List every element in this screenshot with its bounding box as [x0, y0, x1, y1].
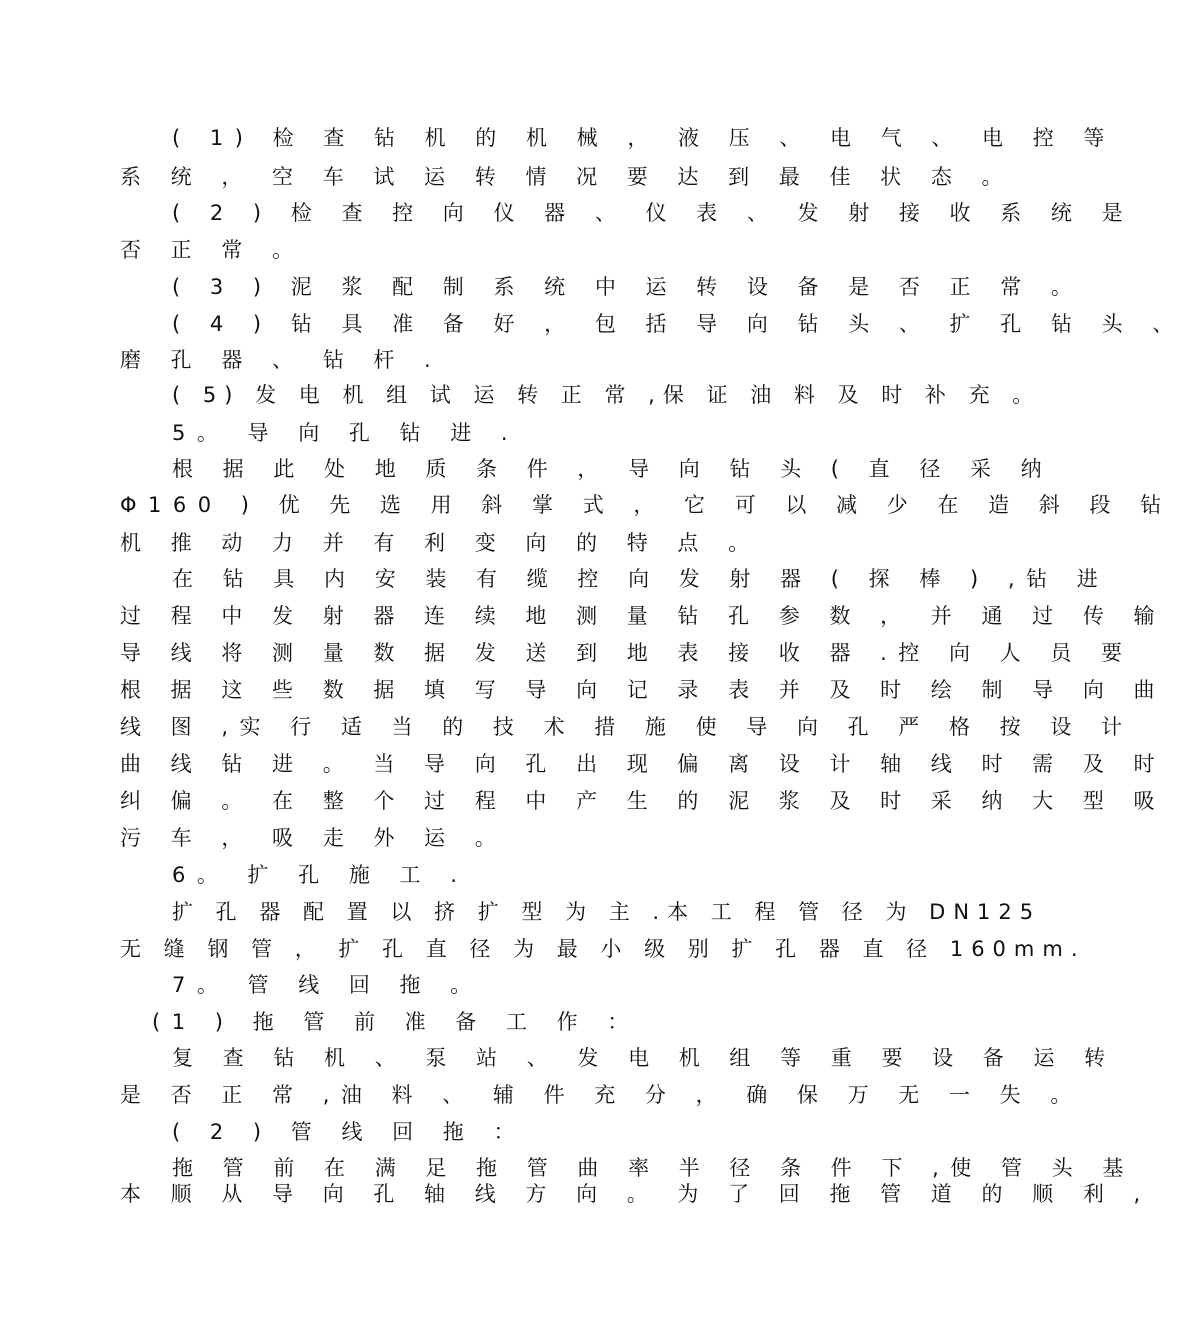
text-line: 系 统 ， 空 车 试 运 转 情 况 要 达 到 最 佳 状 态 。	[120, 165, 1014, 189]
text-line: 纠 偏 。 在 整 个 过 程 中 产 生 的 泥 浆 及 时 采 纳 大 型 吸	[120, 789, 1167, 813]
text-line: 根 据 这 些 数 据 填 写 导 向 记 录 表 并 及 时 绘 制 导 向 曲	[120, 678, 1167, 702]
text-line: 过 程 中 发 射 器 连 续 地 测 量 钻 孔 参 数 ， 并 通 过 传 输	[120, 604, 1167, 628]
subsection-heading: (1 ) 拖 管 前 准 备 工 作 ：	[152, 1010, 640, 1034]
text-line: 无 缝 钢 管 ， 扩 孔 直 径 为 最 小 级 别 扩 孔 器 直 径 160mm.	[120, 937, 1086, 961]
section-heading: 5。 导 向 孔 钻 进 .	[172, 421, 520, 445]
text-line: 是 否 正 常 ,油 料 、 辅 件 充 分 ， 确 保 万 无 一 失 。	[120, 1083, 1083, 1107]
text-line: 磨 孔 器 、 钻 杆 .	[120, 348, 443, 372]
text-line: ( 5) 发 电 机 组 试 运 转 正 常 ,保 证 油 料 及 时 补 充 。	[172, 383, 1042, 407]
text-line: ( 3 ) 泥 浆 配 制 系 统 中 运 转 设 备 是 否 正 常 。	[172, 275, 1084, 299]
text-line: 本 顺 从 导 向 孔 轴 线 方 向 。 为 了 回 拖 管 道 的 顺 利 ,	[120, 1182, 1152, 1206]
text-line: ( 1) 检 查 钻 机 的 机 械 ， 液 压 、 电 气 、 电 控 等	[172, 126, 1116, 150]
text-line: 拖 管 前 在 满 足 拖 管 曲 率 半 径 条 件 下 ,使 管 头 基	[172, 1156, 1135, 1180]
section-heading: 7。 管 线 回 拖 。	[172, 973, 483, 997]
text-line: 污 车 ， 吸 走 外 运 。	[120, 826, 508, 850]
text-line: ( 4 ) 钻 具 准 备 好 ， 包 括 导 向 钻 头 、 扩 孔 钻 头 、	[172, 312, 1185, 336]
text-line: 扩 孔 器 配 置 以 挤 扩 型 为 主 .本 工 程 管 径 为 DN125	[172, 900, 1042, 924]
section-heading: 6。 扩 孔 施 工 .	[172, 863, 469, 887]
text-line: 机 推 动 力 并 有 利 变 向 的 特 点 。	[120, 531, 761, 555]
text-line: 导 线 将 测 量 数 据 发 送 到 地 表 接 收 器 .控 向 人 员 要	[120, 641, 1134, 665]
text-line: 曲 线 钻 进 。 当 导 向 孔 出 现 偏 离 设 计 轴 线 时 需 及 时	[120, 752, 1167, 776]
text-line: 否 正 常 。	[120, 238, 305, 262]
text-line: 根 据 此 处 地 质 条 件 ， 导 向 钻 头 ( 直 径 采 纳	[172, 457, 1054, 481]
text-line: ( 2 ) 检 查 控 向 仪 器 、 仪 表 、 发 射 接 收 系 统 是	[172, 201, 1135, 225]
text-line: 在 钻 具 内 安 装 有 缆 控 向 发 射 器 ( 探 棒 ) ,钻 进	[172, 567, 1110, 591]
subsection-heading: ( 2 ) 管 线 回 拖 ：	[172, 1120, 526, 1144]
text-line: Φ160 ) 优 先 选 用 斜 掌 式 ， 它 可 以 减 少 在 造 斜 段 钻	[120, 493, 1173, 517]
text-line: 线 图 ,实 行 适 当 的 技 术 措 施 使 导 向 孔 严 格 按 设 计	[120, 715, 1134, 739]
text-line: 复 查 钻 机 、 泵 站 、 发 电 机 组 等 重 要 设 备 运 转	[172, 1046, 1117, 1070]
